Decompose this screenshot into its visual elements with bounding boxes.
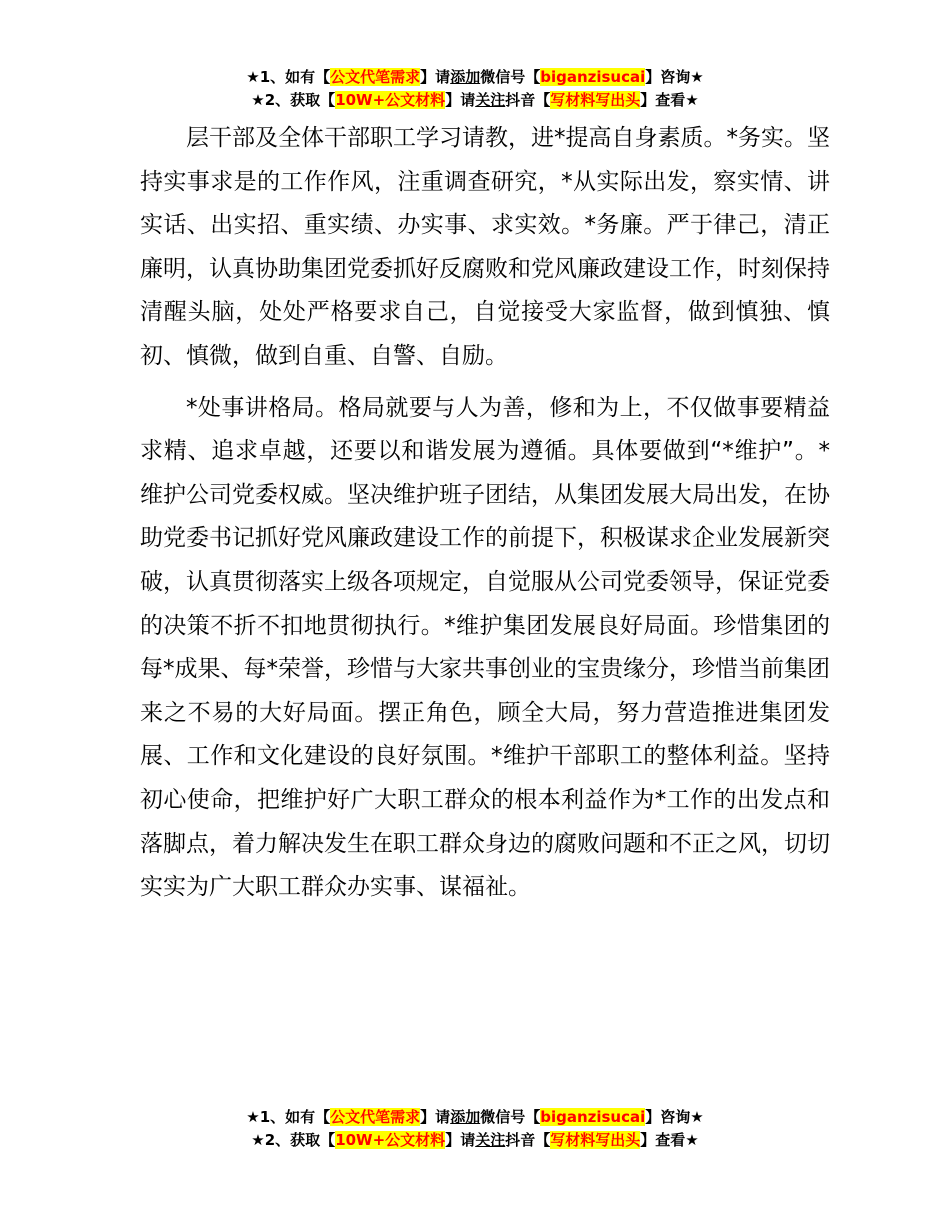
banner-line-1 [0,66,950,89]
footer-line-2-prefix: ★2、获取【 [251,1131,336,1149]
banner-emphasis-follow: 关注 [475,91,506,109]
banner-line-1-suffix: 】咨询★ [645,68,704,86]
document-body [140,117,830,910]
footer-line-1-middle: 】请 [420,1108,451,1126]
banner-line-1-middle: 】请 [420,68,451,86]
footer-banner [0,1106,950,1152]
footer-emphasis-follow: 关注 [475,1131,506,1149]
footer-banner-line-2 [0,1129,950,1152]
banner-highlight-wechat-id: biganzisucai [540,68,646,86]
banner-line-2-suffix: 】查看★ [640,91,699,109]
footer-highlight-wechat-id: biganzisucai [540,1108,646,1126]
banner-line-1-prefix: ★1、如有【 [246,68,331,86]
banner-highlight-materials: 10W+公文材料 [335,91,446,109]
banner-highlight-douyin-account: 写材料写出头 [550,91,641,109]
footer-line-1-middle-2: 微信号【 [480,1108,541,1126]
footer-line-1-suffix: 】咨询★ [645,1108,704,1126]
footer-highlight-ghostwriting: 公文代笔需求 [330,1108,421,1126]
banner-emphasis-add: 添加 [450,68,481,86]
header-banner [0,66,950,112]
footer-emphasis-add: 添加 [450,1108,481,1126]
body-paragraph-1: 层干部及全体干部职工学习请教，进*提高自身素质。*务实。坚持实事求是的工作作风，注重调查研究，*从实际出发，察实情、讲实话、出实招、重实绩、办实事、求实效。*务廉。严于律己，清正廉明，认真协助集团党委抓好反腐败和党风廉政建设工作，时刻保持清醒头脑，处处严格要求自己，自觉接受大家监督，做到慎独、慎初、慎微，做到自重、自警、自励。 [140,125,830,369]
footer-line-2-suffix: 】查看★ [640,1131,699,1149]
footer-highlight-douyin-account: 写材料写出头 [550,1131,641,1149]
banner-line-2-middle: 】请 [445,91,476,109]
footer-line-2-middle: 】请 [445,1131,476,1149]
banner-highlight-ghostwriting: 公文代笔需求 [330,68,421,86]
body-paragraph-2: *处事讲格局。格局就要与人为善，修和为上，不仅做事要精益求精、追求卓越，还要以和谐发展为遵循。具体要做到“*维护”。*维护公司党委权威。坚决维护班子团结，从集团发展大局出发，在协助党委书记抓好党风廉政建设工作的前提下，积极谋求企业发展新突破，认真贯彻落实上级各项规定，自觉服从公司党委领导，保证党委的决策不折不扣地贯彻执行。*维护集团发展良好局面。珍惜集团的每*成果、每*荣誉，珍惜与大家共事创业的宝贵缘分，珍惜当前集团来之不易的大好局面。摆正角色，顾全大局，努力营造推进集团发展、工作和文化建设的良好氛围。*维护干部职工的整体利益。坚持初心使命，把维护好广大职工群众的根本利益作为*工作的出发点和落脚点，着力解决发生在职工群众身边的腐败问题和不正之风，切切实实为广大职工群众办实事、谋福祉。 [140,394,830,901]
footer-line-1-prefix: ★1、如有【 [246,1108,331,1126]
footer-line-2-middle-2: 抖音【 [505,1131,551,1149]
footer-highlight-materials: 10W+公文材料 [335,1131,446,1149]
banner-line-2-prefix: ★2、获取【 [251,91,336,109]
banner-line-2-middle-2: 抖音【 [505,91,551,109]
banner-line-2 [0,89,950,112]
footer-banner-line-1 [0,1106,950,1129]
banner-line-1-middle-2: 微信号【 [480,68,541,86]
